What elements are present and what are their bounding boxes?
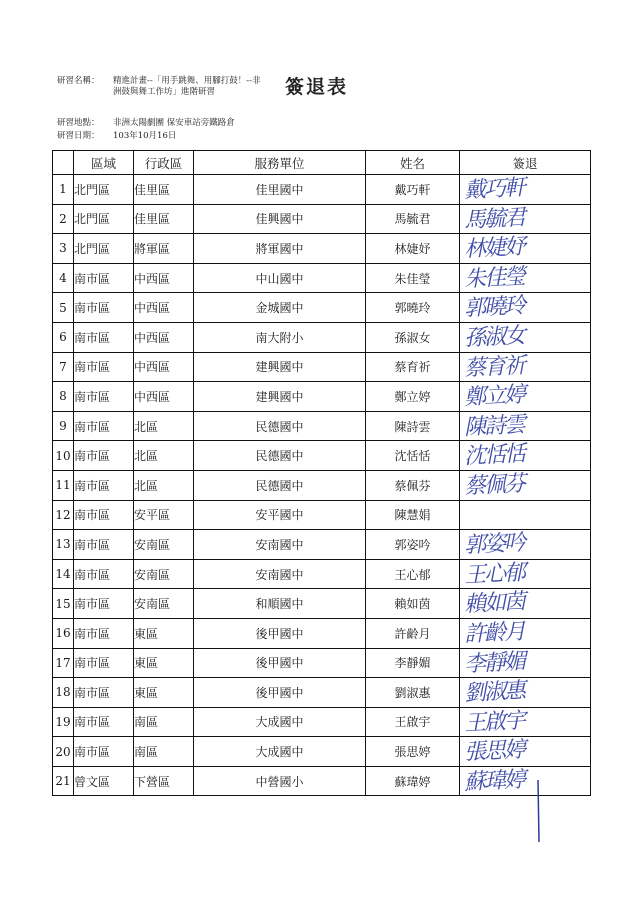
- unit-cell: 後甲國中: [194, 678, 366, 708]
- signature-cell: [460, 204, 591, 234]
- handwritten-signature: 王心郁: [463, 560, 525, 589]
- table-row: [53, 618, 591, 648]
- row-number: 1: [53, 175, 74, 205]
- row-number: 21: [53, 766, 74, 796]
- area-cell: 南市區: [74, 707, 134, 737]
- handwritten-signature: 王啟宇: [463, 708, 525, 737]
- row-number: 6: [53, 322, 74, 352]
- handwritten-signature: 郭曉玲: [463, 293, 525, 322]
- area-cell: 南市區: [74, 559, 134, 589]
- district-cell: 將軍區: [134, 234, 194, 264]
- signature-cell: [460, 648, 591, 678]
- area-cell: 北門區: [74, 204, 134, 234]
- signature-cell: [460, 411, 591, 441]
- name-cell: 郭曉玲: [366, 293, 460, 323]
- district-cell: 北區: [134, 470, 194, 500]
- name-cell: 王心郁: [366, 559, 460, 589]
- table-row: [53, 530, 591, 560]
- row-number: 18: [53, 678, 74, 708]
- signature-cell: [460, 737, 591, 767]
- district-cell: 東區: [134, 678, 194, 708]
- district-cell: 佳里區: [134, 175, 194, 205]
- unit-cell: 安南國中: [194, 530, 366, 560]
- row-number: 12: [53, 500, 74, 530]
- area-cell: 南市區: [74, 293, 134, 323]
- unit-cell: 大成國中: [194, 737, 366, 767]
- signature-cell: [460, 530, 591, 560]
- district-cell: 下營區: [134, 766, 194, 796]
- signature-cell: [460, 382, 591, 412]
- row-number: 2: [53, 204, 74, 234]
- area-cell: 南市區: [74, 263, 134, 293]
- area-cell: 南市區: [74, 500, 134, 530]
- handwritten-signature: 蔡育祈: [463, 353, 525, 382]
- signature-cell: [460, 589, 591, 619]
- header-unit: 服務單位: [194, 151, 366, 175]
- signature-cell: [460, 766, 591, 796]
- district-cell: 北區: [134, 411, 194, 441]
- row-number: 7: [53, 352, 74, 382]
- signature-cell: [460, 352, 591, 382]
- table-row: [53, 382, 591, 412]
- district-cell: 佳里區: [134, 204, 194, 234]
- handwritten-signature: 馬毓君: [463, 205, 525, 234]
- unit-cell: 佳興國中: [194, 204, 366, 234]
- table-header-row: [53, 151, 591, 175]
- unit-cell: 大成國中: [194, 707, 366, 737]
- table-row: [53, 648, 591, 678]
- handwritten-signature: 沈恬恬: [463, 441, 525, 470]
- name-cell: 許齡月: [366, 618, 460, 648]
- signature-cell: [460, 441, 591, 471]
- table-row: [53, 559, 591, 589]
- name-cell: 孫淑女: [366, 322, 460, 352]
- table-row: [53, 322, 591, 352]
- area-cell: 南市區: [74, 411, 134, 441]
- table-row: [53, 737, 591, 767]
- unit-cell: 安南國中: [194, 559, 366, 589]
- name-cell: 劉淑惠: [366, 678, 460, 708]
- signature-cell: [460, 175, 591, 205]
- row-number: 3: [53, 234, 74, 264]
- page-title: 簽退表: [285, 76, 349, 98]
- district-cell: 安南區: [134, 589, 194, 619]
- area-cell: 南市區: [74, 470, 134, 500]
- table-row: [53, 707, 591, 737]
- row-number: 10: [53, 441, 74, 471]
- signature-cell: [460, 559, 591, 589]
- header-area: 區域: [74, 151, 134, 175]
- district-cell: 東區: [134, 648, 194, 678]
- training-name: [57, 76, 263, 98]
- unit-cell: 佳里國中: [194, 175, 366, 205]
- district-cell: 中西區: [134, 322, 194, 352]
- unit-cell: 後甲國中: [194, 618, 366, 648]
- handwritten-signature: 鄭立婷: [463, 382, 525, 411]
- name-cell: 李靜媚: [366, 648, 460, 678]
- handwritten-signature: 劉淑惠: [463, 678, 525, 707]
- area-cell: 南市區: [74, 589, 134, 619]
- name-cell: 蔡佩芬: [366, 470, 460, 500]
- handwritten-signature: 郭姿吟: [463, 530, 525, 559]
- row-number: 4: [53, 263, 74, 293]
- area-cell: 南市區: [74, 618, 134, 648]
- district-cell: 安平區: [134, 500, 194, 530]
- unit-cell: 和順國中: [194, 589, 366, 619]
- name-cell: 陳詩雲: [366, 411, 460, 441]
- table-row: [53, 234, 591, 264]
- handwritten-signature: 蔡佩芬: [463, 471, 525, 500]
- area-cell: 南市區: [74, 352, 134, 382]
- name-cell: 戴巧軒: [366, 175, 460, 205]
- unit-cell: 將軍國中: [194, 234, 366, 264]
- signature-cell: [460, 678, 591, 708]
- district-cell: 北區: [134, 441, 194, 471]
- unit-cell: 民德國中: [194, 470, 366, 500]
- row-number: 8: [53, 382, 74, 412]
- row-number: 14: [53, 559, 74, 589]
- name-cell: 陳慧娟: [366, 500, 460, 530]
- district-cell: 中西區: [134, 382, 194, 412]
- district-cell: 中西區: [134, 263, 194, 293]
- area-cell: 南市區: [74, 678, 134, 708]
- unit-cell: 民德國中: [194, 441, 366, 471]
- district-cell: 安南區: [134, 530, 194, 560]
- signature-cell: [460, 618, 591, 648]
- table-row: [53, 204, 591, 234]
- table-row: [53, 470, 591, 500]
- handwritten-signature: 李靜媚: [463, 648, 525, 678]
- table-row: [53, 352, 591, 382]
- pen-stroke: [537, 780, 540, 842]
- signature-cell: [460, 707, 591, 737]
- unit-cell: 中山國中: [194, 263, 366, 293]
- area-cell: 南市區: [74, 737, 134, 767]
- row-number: 17: [53, 648, 74, 678]
- area-cell: 北門區: [74, 234, 134, 264]
- row-number: 5: [53, 293, 74, 323]
- district-cell: 安南區: [134, 559, 194, 589]
- row-number: 15: [53, 589, 74, 619]
- name-cell: 馬毓君: [366, 204, 460, 234]
- area-cell: 南市區: [74, 382, 134, 412]
- table-row: [53, 678, 591, 708]
- name-cell: 賴如茵: [366, 589, 460, 619]
- unit-cell: 南大附小: [194, 322, 366, 352]
- signature-cell: [460, 500, 591, 530]
- handwritten-signature: 朱佳瑩: [463, 264, 525, 293]
- name-cell: 張思婷: [366, 737, 460, 767]
- unit-cell: 金城國中: [194, 293, 366, 323]
- name-cell: 朱佳瑩: [366, 263, 460, 293]
- unit-cell: 後甲國中: [194, 648, 366, 678]
- table-row: [53, 441, 591, 471]
- table-row: [53, 411, 591, 441]
- unit-cell: 建興國中: [194, 352, 366, 382]
- handwritten-signature: 陳詩雲: [463, 412, 525, 441]
- table-row: [53, 500, 591, 530]
- name-cell: 郭姿吟: [366, 530, 460, 560]
- training-date-value: 103年10月16日: [113, 131, 177, 141]
- sign-out-table: [52, 150, 591, 796]
- row-number: 20: [53, 737, 74, 767]
- table-row: [53, 263, 591, 293]
- header-no: [53, 151, 74, 175]
- district-cell: 中西區: [134, 293, 194, 323]
- row-number: 13: [53, 530, 74, 560]
- handwritten-signature: 賴如茵: [463, 589, 525, 618]
- signature-cell: [460, 263, 591, 293]
- name-cell: 蘇瑋婷: [366, 766, 460, 796]
- unit-cell: 安平國中: [194, 500, 366, 530]
- header-district: 行政區: [134, 151, 194, 175]
- signature-cell: [460, 234, 591, 264]
- row-number: 9: [53, 411, 74, 441]
- district-cell: 南區: [134, 707, 194, 737]
- area-cell: 曾文區: [74, 766, 134, 796]
- table-row: [53, 766, 591, 796]
- district-cell: 南區: [134, 737, 194, 767]
- training-name-value: 精進計畫--「用手跳舞、用腳打鼓！--非洲鼓與舞工作坊」進階研習: [113, 76, 261, 97]
- table-row: [53, 589, 591, 619]
- training-place-value: 非洲太陽劇團 保安車站旁鐵路倉: [113, 118, 235, 128]
- name-cell: 鄭立婷: [366, 382, 460, 412]
- name-cell: 沈恬恬: [366, 441, 460, 471]
- district-cell: 中西區: [134, 352, 194, 382]
- training-place: [57, 118, 235, 129]
- handwritten-signature: 戴巧軒: [463, 175, 525, 204]
- unit-cell: 民德國中: [194, 411, 366, 441]
- training-name-label: 研習名稱：: [57, 76, 100, 86]
- area-cell: 南市區: [74, 648, 134, 678]
- name-cell: 蔡育祈: [366, 352, 460, 382]
- name-cell: 王啟宇: [366, 707, 460, 737]
- header-name: 姓名: [366, 151, 460, 175]
- handwritten-signature: 蘇瑋婷: [463, 767, 525, 796]
- table-row: [53, 293, 591, 323]
- table-row: [53, 175, 591, 205]
- training-date-label: 研習日期：: [57, 131, 100, 141]
- name-cell: 林婕妤: [366, 234, 460, 264]
- area-cell: 南市區: [74, 530, 134, 560]
- district-cell: 東區: [134, 618, 194, 648]
- unit-cell: 中營國小: [194, 766, 366, 796]
- handwritten-signature: 張思婷: [463, 737, 525, 766]
- row-number: 19: [53, 707, 74, 737]
- signature-cell: [460, 293, 591, 323]
- handwritten-signature: 林婕妤: [463, 234, 525, 263]
- training-date: [57, 131, 176, 142]
- area-cell: 南市區: [74, 322, 134, 352]
- signature-cell: [460, 322, 591, 352]
- area-cell: 南市區: [74, 441, 134, 471]
- header-signature: 簽退: [460, 151, 591, 175]
- handwritten-signature: 孫淑女: [463, 323, 525, 352]
- unit-cell: 建興國中: [194, 382, 366, 412]
- handwritten-signature: 許齡月: [463, 619, 525, 648]
- row-number: 11: [53, 470, 74, 500]
- area-cell: 北門區: [74, 175, 134, 205]
- training-place-label: 研習地點：: [57, 118, 100, 128]
- signature-cell: [460, 470, 591, 500]
- row-number: 16: [53, 618, 74, 648]
